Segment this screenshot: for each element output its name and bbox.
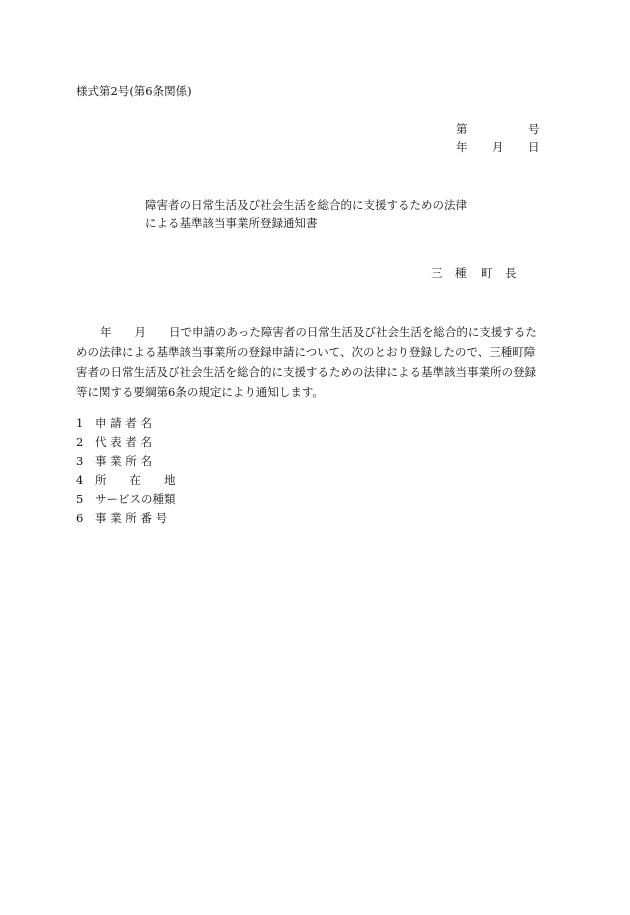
- document-title: [145, 196, 467, 232]
- date-year: 年: [456, 140, 468, 154]
- issuer-char-2: 種: [455, 266, 467, 280]
- item-label: 所 在 地: [95, 473, 176, 487]
- form-identifier: 様式第2号(第6条関係): [76, 84, 192, 98]
- item-number: 6: [76, 511, 84, 525]
- issuer-char-3: 町: [481, 266, 493, 280]
- item-label: 申 請 者 名: [95, 416, 152, 430]
- issuer-char-4: 長: [505, 266, 517, 280]
- item-number: 3: [76, 454, 84, 468]
- body-line-3: 害者の日常生活及び社会生活を総合的に支援するための法律による基準該当事業所の登録: [76, 365, 536, 379]
- item-label: 事 業 所 番 号: [95, 511, 168, 525]
- item-number: 5: [76, 492, 84, 506]
- item-label: 事 業 所 名: [95, 454, 152, 468]
- date-day: 日: [528, 140, 540, 154]
- body-line-2: めの法律による基準該当事業所の登録申請について、次のとおり登録したので、三種町障: [76, 345, 536, 359]
- issuer-char-1: 三: [431, 266, 443, 280]
- item-number: 4: [76, 473, 84, 487]
- number-prefix: 第: [456, 122, 468, 136]
- body-line-1: 年 月 日で申請のあった障害者の日常生活及び社会生活を総合的に支援するた: [100, 325, 537, 339]
- item-number: 1: [76, 416, 84, 430]
- title-line-2: による基準該当事業所登録通知書: [145, 216, 318, 230]
- number-suffix: 号: [528, 122, 540, 136]
- notification-body: [76, 322, 562, 402]
- title-line-1: 障害者の日常生活及び社会生活を総合的に支援するための法律: [145, 198, 467, 212]
- item-label: 代 表 者 名: [95, 435, 152, 449]
- item-label: サービスの種類: [95, 492, 176, 506]
- date-month: 月: [492, 140, 504, 154]
- item-number: 2: [76, 435, 84, 449]
- body-line-4: 等に関する要綱第6条の規定により通知します。: [76, 385, 324, 399]
